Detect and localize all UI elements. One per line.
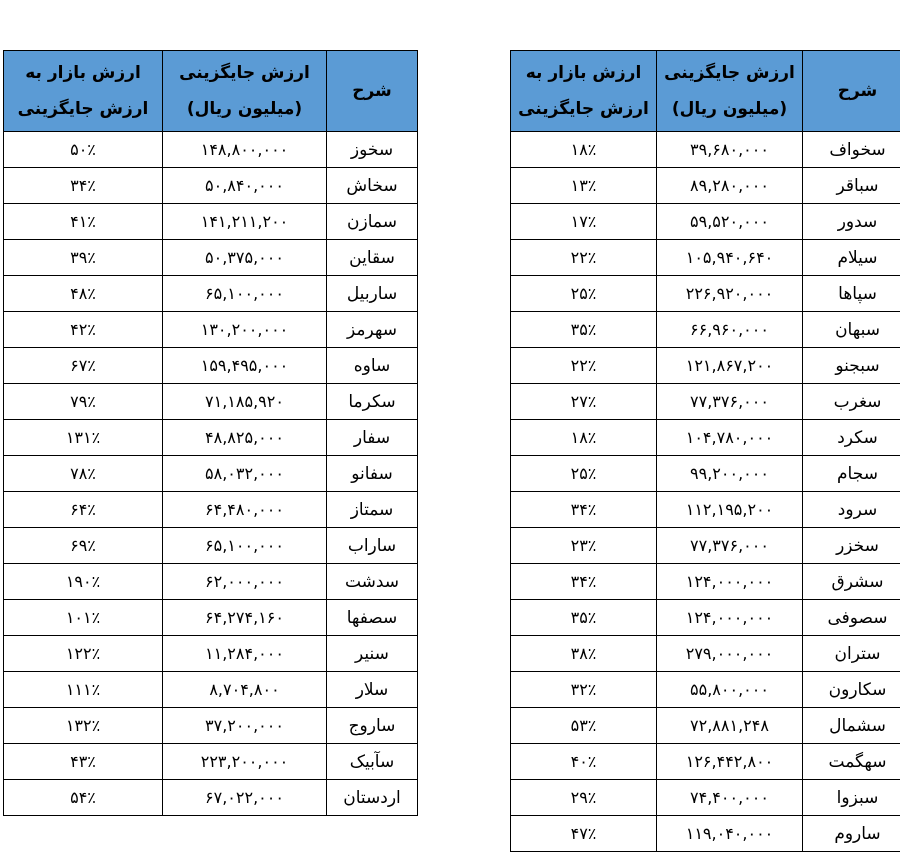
replacement-value-cell: ۵۵,۸۰۰,۰۰۰ — [657, 672, 803, 708]
header-name: شرح — [803, 51, 900, 132]
table-row — [4, 672, 418, 708]
left-table-body — [4, 132, 418, 816]
ratio-cell: ۲۷٪ — [511, 384, 657, 420]
symbol-cell: سجام — [803, 456, 900, 492]
ratio-cell: ۳۸٪ — [511, 636, 657, 672]
symbol-cell: سباقر — [803, 168, 900, 204]
ratio-cell: ۴۳٪ — [4, 744, 163, 780]
table-row — [511, 276, 900, 312]
symbol-cell: ساروج — [327, 708, 418, 744]
symbol-cell: ساروم — [803, 816, 900, 852]
replacement-value-cell: ۱۱۲,۱۹۵,۲۰۰ — [657, 492, 803, 528]
ratio-cell: ۴۰٪ — [511, 744, 657, 780]
table-row — [511, 744, 900, 780]
table-row — [4, 132, 418, 168]
ratio-cell: ۱۰۱٪ — [4, 600, 163, 636]
symbol-cell: سقاین — [327, 240, 418, 276]
table-row — [511, 348, 900, 384]
table-row — [511, 564, 900, 600]
replacement-value-cell: ۱۳۰,۲۰۰,۰۰۰ — [163, 312, 327, 348]
symbol-cell: سشمال — [803, 708, 900, 744]
table-row — [4, 204, 418, 240]
table-row — [511, 780, 900, 816]
symbol-cell: سدشت — [327, 564, 418, 600]
ratio-cell: ۵۴٪ — [4, 780, 163, 816]
ratio-cell: ۳۲٪ — [511, 672, 657, 708]
replacement-value-cell: ۶۶,۹۶۰,۰۰۰ — [657, 312, 803, 348]
ratio-cell: ۲۲٪ — [511, 348, 657, 384]
symbol-cell: سرود — [803, 492, 900, 528]
table-row — [511, 312, 900, 348]
replacement-value-cell: ۷۷,۳۷۶,۰۰۰ — [657, 384, 803, 420]
header-market-to-replacement: ارزش بازار به ارزش جایگزینی — [4, 51, 163, 132]
symbol-cell: سمتاز — [327, 492, 418, 528]
table-row — [4, 780, 418, 816]
ratio-cell: ۴۸٪ — [4, 276, 163, 312]
replacement-value-cell: ۱۲۴,۰۰۰,۰۰۰ — [657, 564, 803, 600]
table-row — [511, 816, 900, 852]
symbol-cell: سهگمت — [803, 744, 900, 780]
ratio-cell: ۵۰٪ — [4, 132, 163, 168]
replacement-value-cell: ۵۰,۸۴۰,۰۰۰ — [163, 168, 327, 204]
table-row — [4, 312, 418, 348]
symbol-cell: سهرمز — [327, 312, 418, 348]
symbol-cell: سکرد — [803, 420, 900, 456]
table-row — [4, 528, 418, 564]
symbol-cell: سصفها — [327, 600, 418, 636]
replacement-value-cell: ۸,۷۰۴,۸۰۰ — [163, 672, 327, 708]
replacement-value-cell: ۳۷,۲۰۰,۰۰۰ — [163, 708, 327, 744]
table-row — [511, 456, 900, 492]
ratio-cell: ۱۳٪ — [511, 168, 657, 204]
table-row — [511, 168, 900, 204]
table-row — [4, 564, 418, 600]
ratio-cell: ۲۲٪ — [511, 240, 657, 276]
table-header-row — [511, 51, 900, 132]
symbol-cell: سخوز — [327, 132, 418, 168]
symbol-cell: ستران — [803, 636, 900, 672]
table-row — [511, 672, 900, 708]
table-row — [511, 636, 900, 672]
ratio-cell: ۳۹٪ — [4, 240, 163, 276]
symbol-cell: سفار — [327, 420, 418, 456]
replacement-value-cell: ۷۲,۸۸۱,۲۴۸ — [657, 708, 803, 744]
right-valuation-table — [510, 50, 900, 852]
ratio-cell: ۲۵٪ — [511, 456, 657, 492]
ratio-cell: ۱۸٪ — [511, 132, 657, 168]
ratio-cell: ۶۹٪ — [4, 528, 163, 564]
replacement-value-cell: ۸۹,۲۸۰,۰۰۰ — [657, 168, 803, 204]
symbol-cell: سصوفی — [803, 600, 900, 636]
ratio-cell: ۳۵٪ — [511, 312, 657, 348]
table-row — [511, 492, 900, 528]
replacement-value-cell: ۵۸,۰۳۲,۰۰۰ — [163, 456, 327, 492]
replacement-value-cell: ۱۲۶,۴۴۲,۸۰۰ — [657, 744, 803, 780]
replacement-value-cell: ۲۲۶,۹۲۰,۰۰۰ — [657, 276, 803, 312]
replacement-value-cell: ۱۵۹,۴۹۵,۰۰۰ — [163, 348, 327, 384]
symbol-cell: سبزوا — [803, 780, 900, 816]
symbol-cell: سکرما — [327, 384, 418, 420]
table-row — [4, 384, 418, 420]
replacement-value-cell: ۵۹,۵۲۰,۰۰۰ — [657, 204, 803, 240]
ratio-cell: ۴۷٪ — [511, 816, 657, 852]
ratio-cell: ۲۳٪ — [511, 528, 657, 564]
replacement-value-cell: ۱۴۱,۲۱۱,۲۰۰ — [163, 204, 327, 240]
ratio-cell: ۱۱۱٪ — [4, 672, 163, 708]
replacement-value-cell: ۷۴,۴۰۰,۰۰۰ — [657, 780, 803, 816]
ratio-cell: ۴۲٪ — [4, 312, 163, 348]
table-row — [511, 600, 900, 636]
table-row — [4, 600, 418, 636]
symbol-cell: ساربیل — [327, 276, 418, 312]
replacement-value-cell: ۱۱۹,۰۴۰,۰۰۰ — [657, 816, 803, 852]
ratio-cell: ۱۸٪ — [511, 420, 657, 456]
table-header-row — [4, 51, 418, 132]
replacement-value-cell: ۱۰۴,۷۸۰,۰۰۰ — [657, 420, 803, 456]
symbol-cell: سپاها — [803, 276, 900, 312]
symbol-cell: سدور — [803, 204, 900, 240]
table-row — [4, 420, 418, 456]
replacement-value-cell: ۶۵,۱۰۰,۰۰۰ — [163, 528, 327, 564]
right-table-body — [511, 132, 900, 852]
table-row — [4, 708, 418, 744]
ratio-cell: ۱۳۱٪ — [4, 420, 163, 456]
symbol-cell: سبجنو — [803, 348, 900, 384]
ratio-cell: ۵۳٪ — [511, 708, 657, 744]
table-row — [511, 528, 900, 564]
symbol-cell: سغرب — [803, 384, 900, 420]
ratio-cell: ۱۹۰٪ — [4, 564, 163, 600]
table-row — [4, 456, 418, 492]
replacement-value-cell: ۶۷,۰۲۲,۰۰۰ — [163, 780, 327, 816]
replacement-value-cell: ۱۴۸,۸۰۰,۰۰۰ — [163, 132, 327, 168]
symbol-cell: سنیر — [327, 636, 418, 672]
replacement-value-cell: ۶۴,۴۸۰,۰۰۰ — [163, 492, 327, 528]
replacement-value-cell: ۵۰,۳۷۵,۰۰۰ — [163, 240, 327, 276]
header-replacement-value: ارزش جایگزینی (میلیون ریال) — [163, 51, 327, 132]
table-row — [4, 348, 418, 384]
symbol-cell: سآبیک — [327, 744, 418, 780]
ratio-cell: ۱۲۲٪ — [4, 636, 163, 672]
replacement-value-cell: ۱۰۵,۹۴۰,۶۴۰ — [657, 240, 803, 276]
replacement-value-cell: ۶۵,۱۰۰,۰۰۰ — [163, 276, 327, 312]
replacement-value-cell: ۱۱,۲۸۴,۰۰۰ — [163, 636, 327, 672]
table-row — [511, 384, 900, 420]
replacement-value-cell: ۱۲۱,۸۶۷,۲۰۰ — [657, 348, 803, 384]
table-row — [4, 492, 418, 528]
table-row — [4, 168, 418, 204]
table-row — [511, 420, 900, 456]
replacement-value-cell: ۳۹,۶۸۰,۰۰۰ — [657, 132, 803, 168]
replacement-value-cell: ۴۸,۸۲۵,۰۰۰ — [163, 420, 327, 456]
symbol-cell: سکارون — [803, 672, 900, 708]
symbol-cell: سخزر — [803, 528, 900, 564]
replacement-value-cell: ۶۲,۰۰۰,۰۰۰ — [163, 564, 327, 600]
ratio-cell: ۶۷٪ — [4, 348, 163, 384]
symbol-cell: سخواف — [803, 132, 900, 168]
ratio-cell: ۶۴٪ — [4, 492, 163, 528]
replacement-value-cell: ۷۷,۳۷۶,۰۰۰ — [657, 528, 803, 564]
symbol-cell: سبهان — [803, 312, 900, 348]
table-row — [511, 240, 900, 276]
replacement-value-cell: ۷۱,۱۸۵,۹۲۰ — [163, 384, 327, 420]
ratio-cell: ۴۱٪ — [4, 204, 163, 240]
table-row — [4, 744, 418, 780]
replacement-value-cell: ۹۹,۲۰۰,۰۰۰ — [657, 456, 803, 492]
table-row — [4, 276, 418, 312]
table-row — [511, 708, 900, 744]
symbol-cell: ساوه — [327, 348, 418, 384]
header-replacement-value: ارزش جایگزینی (میلیون ریال) — [657, 51, 803, 132]
ratio-cell: ۷۸٪ — [4, 456, 163, 492]
table-row — [511, 132, 900, 168]
symbol-cell: سیلام — [803, 240, 900, 276]
left-valuation-table — [3, 50, 418, 816]
ratio-cell: ۱۷٪ — [511, 204, 657, 240]
symbol-cell: سلار — [327, 672, 418, 708]
replacement-value-cell: ۱۲۴,۰۰۰,۰۰۰ — [657, 600, 803, 636]
table-row — [511, 204, 900, 240]
symbol-cell: اردستان — [327, 780, 418, 816]
ratio-cell: ۱۳۲٪ — [4, 708, 163, 744]
ratio-cell: ۲۵٪ — [511, 276, 657, 312]
symbol-cell: سفانو — [327, 456, 418, 492]
ratio-cell: ۷۹٪ — [4, 384, 163, 420]
symbol-cell: سمازن — [327, 204, 418, 240]
symbol-cell: سخاش — [327, 168, 418, 204]
ratio-cell: ۳۴٪ — [511, 492, 657, 528]
ratio-cell: ۳۴٪ — [511, 564, 657, 600]
replacement-value-cell: ۲۲۳,۲۰۰,۰۰۰ — [163, 744, 327, 780]
header-market-to-replacement: ارزش بازار به ارزش جایگزینی — [511, 51, 657, 132]
replacement-value-cell: ۶۴,۲۷۴,۱۶۰ — [163, 600, 327, 636]
ratio-cell: ۳۴٪ — [4, 168, 163, 204]
ratio-cell: ۳۵٪ — [511, 600, 657, 636]
symbol-cell: سشرق — [803, 564, 900, 600]
header-name: شرح — [327, 51, 418, 132]
ratio-cell: ۲۹٪ — [511, 780, 657, 816]
table-row — [4, 636, 418, 672]
replacement-value-cell: ۲۷۹,۰۰۰,۰۰۰ — [657, 636, 803, 672]
symbol-cell: ساراب — [327, 528, 418, 564]
table-row — [4, 240, 418, 276]
